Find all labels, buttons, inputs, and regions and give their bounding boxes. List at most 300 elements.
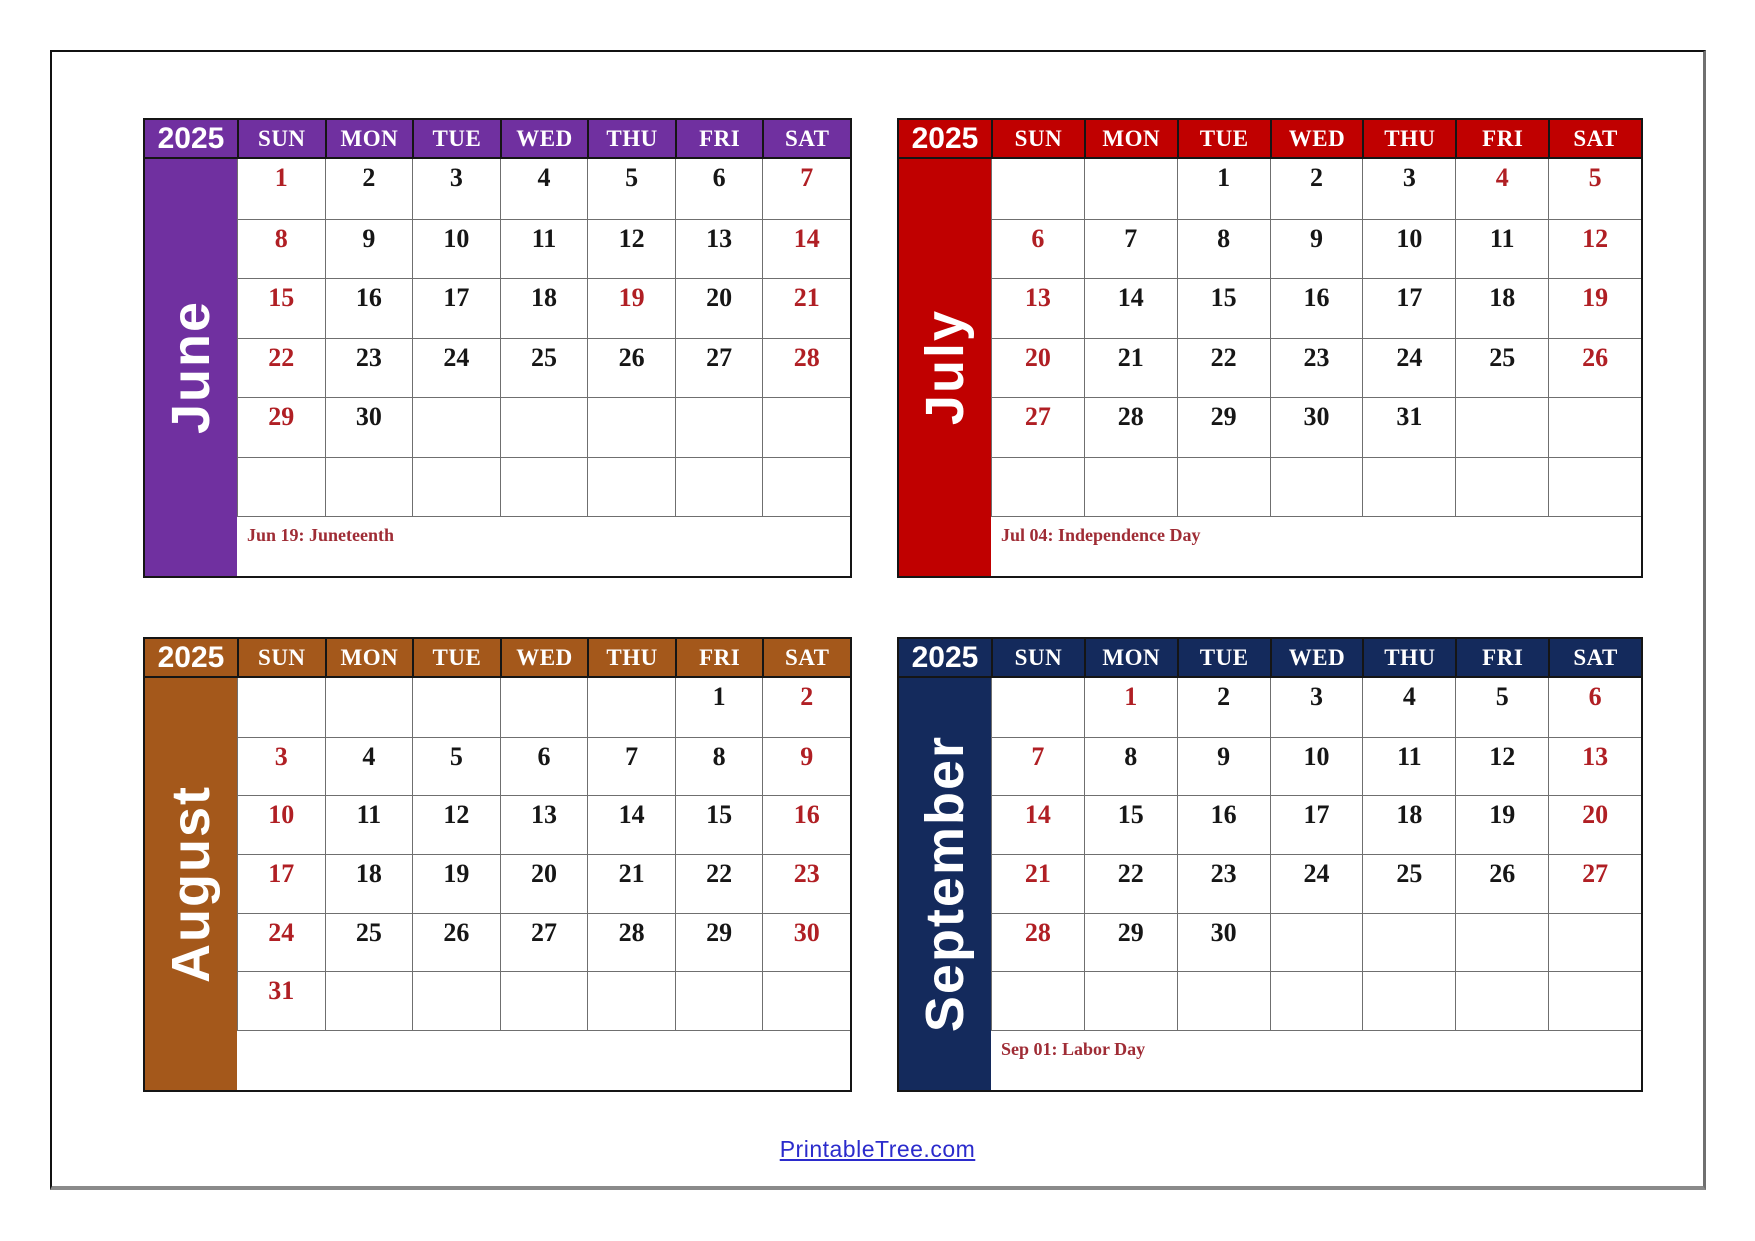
day-number: 20	[530, 859, 557, 888]
day-cell-empty	[500, 397, 588, 457]
week-grid	[237, 159, 850, 516]
calendar-header-row	[145, 120, 850, 159]
day-cell-11	[1362, 737, 1455, 796]
week-grid	[991, 678, 1641, 1030]
day-cell-24	[237, 913, 325, 972]
day-header-row	[237, 639, 850, 676]
day-cell-20	[1548, 795, 1641, 854]
day-cell-empty	[587, 678, 675, 737]
day-header-fri: FRI	[1455, 120, 1548, 157]
day-number: 18	[530, 283, 557, 312]
day-number: 18	[355, 859, 382, 888]
day-number: 14	[618, 800, 645, 830]
day-cell-2	[762, 678, 850, 737]
day-cell-1	[675, 678, 763, 737]
day-cell-14	[991, 795, 1084, 854]
day-number: 24	[443, 342, 470, 372]
day-cell-28	[1084, 397, 1177, 457]
day-cell-empty	[1548, 913, 1641, 972]
day-number: 15	[268, 283, 295, 312]
day-number: 13	[1024, 283, 1051, 312]
day-number: 1	[1124, 682, 1138, 711]
day-number: 5	[1495, 682, 1509, 711]
day-cell-empty	[675, 457, 763, 517]
printabletree-link[interactable]: PrintableTree.com	[779, 1136, 976, 1162]
day-cell-empty	[991, 971, 1084, 1030]
day-number: 14	[1117, 283, 1144, 312]
day-number: 13	[1582, 741, 1609, 771]
day-header-wed: WED	[500, 120, 588, 157]
day-cell-1	[1177, 159, 1270, 219]
day-cell-26	[1455, 854, 1548, 913]
day-number: 20	[1582, 800, 1609, 830]
day-number: 17	[1396, 283, 1423, 312]
day-cell-empty	[500, 971, 588, 1030]
day-number: 9	[362, 223, 376, 253]
day-cell-3	[1270, 678, 1363, 737]
day-number: 13	[530, 800, 557, 830]
day-cell-15	[1177, 278, 1270, 338]
day-cell-21	[762, 278, 850, 338]
day-cell-22	[1177, 338, 1270, 398]
year-label: 2025	[145, 639, 237, 676]
day-number: 2	[1309, 163, 1323, 192]
day-header-fri: FRI	[1455, 639, 1548, 676]
day-number: 23	[793, 859, 820, 888]
day-number: 2	[800, 682, 814, 711]
day-cell-9	[1177, 737, 1270, 796]
day-number: 17	[268, 859, 295, 888]
day-number: 29	[268, 402, 295, 431]
day-cell-23	[1177, 854, 1270, 913]
day-cell-28	[762, 338, 850, 398]
day-number: 3	[1402, 163, 1416, 192]
day-number: 22	[706, 859, 733, 888]
day-number: 30	[1303, 402, 1330, 431]
day-cell-empty	[1084, 971, 1177, 1030]
day-number: 16	[793, 800, 820, 830]
day-cell-24	[412, 338, 500, 398]
day-number: 1	[1217, 163, 1231, 192]
day-number: 7	[800, 163, 814, 192]
day-number: 8	[712, 741, 726, 771]
day-cell-empty	[1177, 457, 1270, 517]
day-cell-18	[1362, 795, 1455, 854]
day-number: 26	[1582, 342, 1609, 372]
day-number: 31	[1396, 402, 1423, 431]
day-number: 30	[1210, 917, 1237, 947]
day-number: 8	[1124, 741, 1138, 771]
day-cell-13	[1548, 737, 1641, 796]
day-cell-10	[237, 795, 325, 854]
day-cell-27	[675, 338, 763, 398]
day-cell-21	[587, 854, 675, 913]
day-header-sat: SAT	[762, 120, 850, 157]
holiday-note: Jun 19: Juneteenth	[247, 525, 395, 545]
day-cell-empty	[1548, 971, 1641, 1030]
day-cell-empty	[675, 397, 763, 457]
day-number: 17	[443, 283, 470, 312]
day-cell-28	[587, 913, 675, 972]
day-cell-22	[1084, 854, 1177, 913]
calendar-header-row	[145, 639, 850, 678]
day-number: 3	[1309, 682, 1323, 711]
month-sidebar	[145, 678, 237, 1090]
day-header-row	[237, 120, 850, 157]
day-number: 25	[355, 917, 382, 947]
day-cell-22	[675, 854, 763, 913]
day-cell-27	[500, 913, 588, 972]
calendar-september	[897, 637, 1643, 1092]
day-number: 27	[530, 917, 557, 947]
day-cell-13	[675, 219, 763, 279]
day-number: 10	[443, 223, 470, 253]
day-number: 18	[1489, 283, 1516, 312]
day-header-sun: SUN	[237, 639, 325, 676]
calendar-body	[145, 159, 850, 576]
day-cell-25	[500, 338, 588, 398]
day-number: 28	[1117, 402, 1144, 431]
day-number: 6	[1031, 223, 1045, 253]
day-number: 2	[1217, 682, 1231, 711]
day-number: 4	[362, 741, 376, 771]
day-cell-8	[675, 737, 763, 796]
day-number: 26	[618, 342, 645, 372]
day-number: 15	[1117, 800, 1144, 830]
day-cell-6	[500, 737, 588, 796]
holiday-note: Jul 04: Independence Day	[1001, 525, 1201, 545]
day-header-sat: SAT	[762, 639, 850, 676]
day-cell-12	[412, 795, 500, 854]
day-number: 6	[712, 163, 726, 192]
footer	[0, 1136, 1755, 1163]
day-cell-29	[1084, 913, 1177, 972]
year-label: 2025	[145, 120, 237, 157]
day-number: 29	[1210, 402, 1237, 431]
day-cell-15	[675, 795, 763, 854]
day-number: 26	[1489, 859, 1516, 888]
week-grid	[237, 678, 850, 1030]
day-cell-empty	[412, 971, 500, 1030]
day-number: 13	[706, 223, 733, 253]
day-cell-empty	[1270, 913, 1363, 972]
day-header-tue: TUE	[412, 639, 500, 676]
day-cell-19	[1455, 795, 1548, 854]
day-cell-21	[1084, 338, 1177, 398]
day-number: 19	[618, 283, 645, 312]
day-cell-21	[991, 854, 1084, 913]
day-cell-25	[1455, 338, 1548, 398]
day-number: 5	[625, 163, 639, 192]
day-cell-25	[1362, 854, 1455, 913]
day-number: 1	[712, 682, 726, 711]
day-cell-empty	[1177, 971, 1270, 1030]
day-cell-7	[762, 159, 850, 219]
day-cell-empty	[762, 397, 850, 457]
day-number: 29	[1117, 917, 1144, 947]
day-number: 19	[1489, 800, 1516, 830]
day-cell-empty	[500, 457, 588, 517]
day-header-mon: MON	[1084, 120, 1177, 157]
day-number: 21	[1117, 342, 1144, 372]
day-cell-empty	[1362, 457, 1455, 517]
day-cell-empty	[1455, 397, 1548, 457]
day-number: 2	[362, 163, 376, 192]
day-cell-empty	[1455, 971, 1548, 1030]
day-number: 8	[274, 223, 288, 253]
day-cell-17	[412, 278, 500, 338]
day-cell-10	[412, 219, 500, 279]
day-number: 6	[1588, 682, 1602, 711]
month-label: June	[161, 300, 221, 435]
calendar-june	[143, 118, 852, 578]
day-cell-empty	[1362, 913, 1455, 972]
day-header-sat: SAT	[1548, 639, 1641, 676]
day-number: 22	[1117, 859, 1144, 888]
day-number: 10	[1303, 741, 1330, 771]
day-cell-9	[325, 219, 413, 279]
day-number: 24	[268, 917, 295, 947]
day-number: 27	[1024, 402, 1051, 431]
day-number: 11	[1489, 223, 1515, 253]
day-cell-2	[1270, 159, 1363, 219]
day-number: 27	[706, 342, 733, 372]
day-cell-4	[1455, 159, 1548, 219]
day-cell-17	[1362, 278, 1455, 338]
day-cell-3	[1362, 159, 1455, 219]
day-cell-empty	[412, 397, 500, 457]
day-cell-6	[991, 219, 1084, 279]
day-number: 1	[274, 163, 288, 192]
day-cell-empty	[412, 678, 500, 737]
day-number: 21	[1024, 859, 1051, 888]
day-cell-27	[1548, 854, 1641, 913]
month-label: September	[915, 735, 975, 1033]
day-number: 3	[274, 741, 288, 771]
day-number: 8	[1217, 223, 1231, 253]
day-cell-12	[1548, 219, 1641, 279]
day-header-fri: FRI	[675, 120, 763, 157]
day-cell-2	[1177, 678, 1270, 737]
day-number: 12	[1489, 741, 1516, 771]
day-cell-30	[1270, 397, 1363, 457]
month-sidebar	[899, 678, 991, 1090]
day-cell-30	[1177, 913, 1270, 972]
day-number: 29	[706, 917, 733, 947]
day-number: 9	[1309, 223, 1323, 253]
year-label: 2025	[899, 639, 991, 676]
day-cell-30	[762, 913, 850, 972]
calendar-grid-area	[237, 678, 850, 1090]
day-cell-24	[1270, 854, 1363, 913]
day-number: 15	[1210, 283, 1237, 312]
day-header-thu: THU	[1362, 120, 1455, 157]
day-cell-empty	[500, 678, 588, 737]
day-number: 4	[1402, 682, 1416, 711]
day-cell-17	[1270, 795, 1363, 854]
day-cell-24	[1362, 338, 1455, 398]
day-number: 25	[1396, 859, 1423, 888]
day-cell-empty	[587, 971, 675, 1030]
day-number: 22	[1210, 342, 1237, 372]
day-number: 23	[1303, 342, 1330, 372]
day-number: 21	[618, 859, 645, 888]
calendar-body	[145, 678, 850, 1090]
day-cell-4	[500, 159, 588, 219]
day-cell-10	[1270, 737, 1363, 796]
day-header-fri: FRI	[675, 639, 763, 676]
day-header-thu: THU	[587, 120, 675, 157]
day-cell-29	[1177, 397, 1270, 457]
day-header-tue: TUE	[1177, 639, 1270, 676]
day-cell-empty	[1270, 971, 1363, 1030]
day-number: 11	[531, 223, 557, 253]
day-cell-empty	[587, 457, 675, 517]
day-number: 17	[1303, 800, 1330, 830]
month-sidebar	[899, 159, 991, 576]
day-cell-5	[1548, 159, 1641, 219]
month-label: August	[161, 785, 221, 983]
day-number: 6	[537, 741, 551, 771]
day-cell-1	[237, 159, 325, 219]
day-cell-18	[325, 854, 413, 913]
day-header-mon: MON	[325, 120, 413, 157]
day-cell-empty	[587, 397, 675, 457]
day-cell-1	[1084, 678, 1177, 737]
day-cell-empty	[1455, 457, 1548, 517]
day-cell-4	[325, 737, 413, 796]
day-cell-11	[1455, 219, 1548, 279]
day-cell-28	[991, 913, 1084, 972]
year-label: 2025	[899, 120, 991, 157]
day-cell-20	[500, 854, 588, 913]
calendar-grid-area	[991, 678, 1641, 1090]
day-cell-empty	[1084, 159, 1177, 219]
day-number: 28	[1024, 917, 1051, 947]
day-cell-empty	[1270, 457, 1363, 517]
day-number: 9	[800, 741, 814, 771]
day-number: 22	[268, 342, 295, 372]
day-cell-11	[500, 219, 588, 279]
day-cell-19	[587, 278, 675, 338]
calendar-body	[899, 678, 1641, 1090]
day-cell-8	[1177, 219, 1270, 279]
day-number: 25	[530, 342, 557, 372]
day-number: 14	[793, 223, 820, 253]
holiday-note-row	[991, 516, 1641, 576]
day-cell-12	[1455, 737, 1548, 796]
day-cell-empty	[991, 159, 1084, 219]
day-cell-30	[325, 397, 413, 457]
day-cell-16	[1177, 795, 1270, 854]
day-cell-6	[675, 159, 763, 219]
day-number: 31	[268, 976, 295, 1006]
day-number: 26	[443, 917, 470, 947]
day-cell-25	[325, 913, 413, 972]
day-cell-27	[991, 397, 1084, 457]
day-cell-31	[237, 971, 325, 1030]
day-cell-26	[1548, 338, 1641, 398]
day-cell-7	[1084, 219, 1177, 279]
day-cell-empty	[991, 457, 1084, 517]
day-cell-12	[587, 219, 675, 279]
day-cell-20	[675, 278, 763, 338]
day-number: 15	[706, 800, 733, 830]
day-cell-13	[500, 795, 588, 854]
day-number: 25	[1489, 342, 1516, 372]
holiday-note: Sep 01: Labor Day	[1001, 1039, 1146, 1059]
day-header-row	[991, 639, 1641, 676]
day-cell-14	[587, 795, 675, 854]
day-cell-22	[237, 338, 325, 398]
day-number: 7	[625, 741, 639, 771]
day-header-tue: TUE	[1177, 120, 1270, 157]
day-cell-2	[325, 159, 413, 219]
day-number: 19	[1582, 283, 1609, 312]
day-header-sun: SUN	[991, 120, 1084, 157]
day-number: 9	[1217, 741, 1231, 771]
day-cell-empty	[325, 971, 413, 1030]
holiday-note-row	[237, 1030, 850, 1090]
calendar-header-row	[899, 120, 1641, 159]
day-cell-14	[762, 219, 850, 279]
day-number: 14	[1024, 800, 1051, 830]
day-number: 23	[355, 342, 382, 372]
day-cell-empty	[1548, 457, 1641, 517]
calendar-july	[897, 118, 1643, 578]
day-number: 28	[618, 917, 645, 947]
day-number: 20	[1024, 342, 1051, 372]
day-cell-empty	[1455, 913, 1548, 972]
day-cell-23	[762, 854, 850, 913]
month-label: July	[915, 309, 975, 426]
day-cell-7	[587, 737, 675, 796]
day-number: 24	[1396, 342, 1423, 372]
day-cell-17	[237, 854, 325, 913]
day-cell-19	[1548, 278, 1641, 338]
day-number: 30	[355, 402, 382, 431]
day-cell-empty	[325, 678, 413, 737]
day-number: 16	[355, 283, 382, 312]
month-sidebar	[145, 159, 237, 576]
day-cell-5	[1455, 678, 1548, 737]
day-cell-29	[237, 397, 325, 457]
day-number: 30	[793, 917, 820, 947]
day-cell-9	[762, 737, 850, 796]
day-cell-18	[1455, 278, 1548, 338]
day-number: 27	[1582, 859, 1609, 888]
day-cell-empty	[237, 678, 325, 737]
day-header-thu: THU	[1362, 639, 1455, 676]
day-cell-empty	[762, 971, 850, 1030]
day-cell-5	[587, 159, 675, 219]
day-number: 3	[449, 163, 463, 192]
day-header-wed: WED	[500, 639, 588, 676]
calendar-grid-area	[991, 159, 1641, 576]
day-number: 12	[1582, 223, 1609, 253]
day-number: 5	[1588, 163, 1602, 192]
day-cell-15	[1084, 795, 1177, 854]
day-cell-9	[1270, 219, 1363, 279]
day-number: 21	[793, 283, 820, 312]
day-header-wed: WED	[1270, 120, 1363, 157]
day-cell-15	[237, 278, 325, 338]
day-number: 5	[449, 741, 463, 771]
day-cell-26	[412, 913, 500, 972]
day-number: 12	[618, 223, 645, 253]
day-cell-empty	[325, 457, 413, 517]
day-cell-18	[500, 278, 588, 338]
